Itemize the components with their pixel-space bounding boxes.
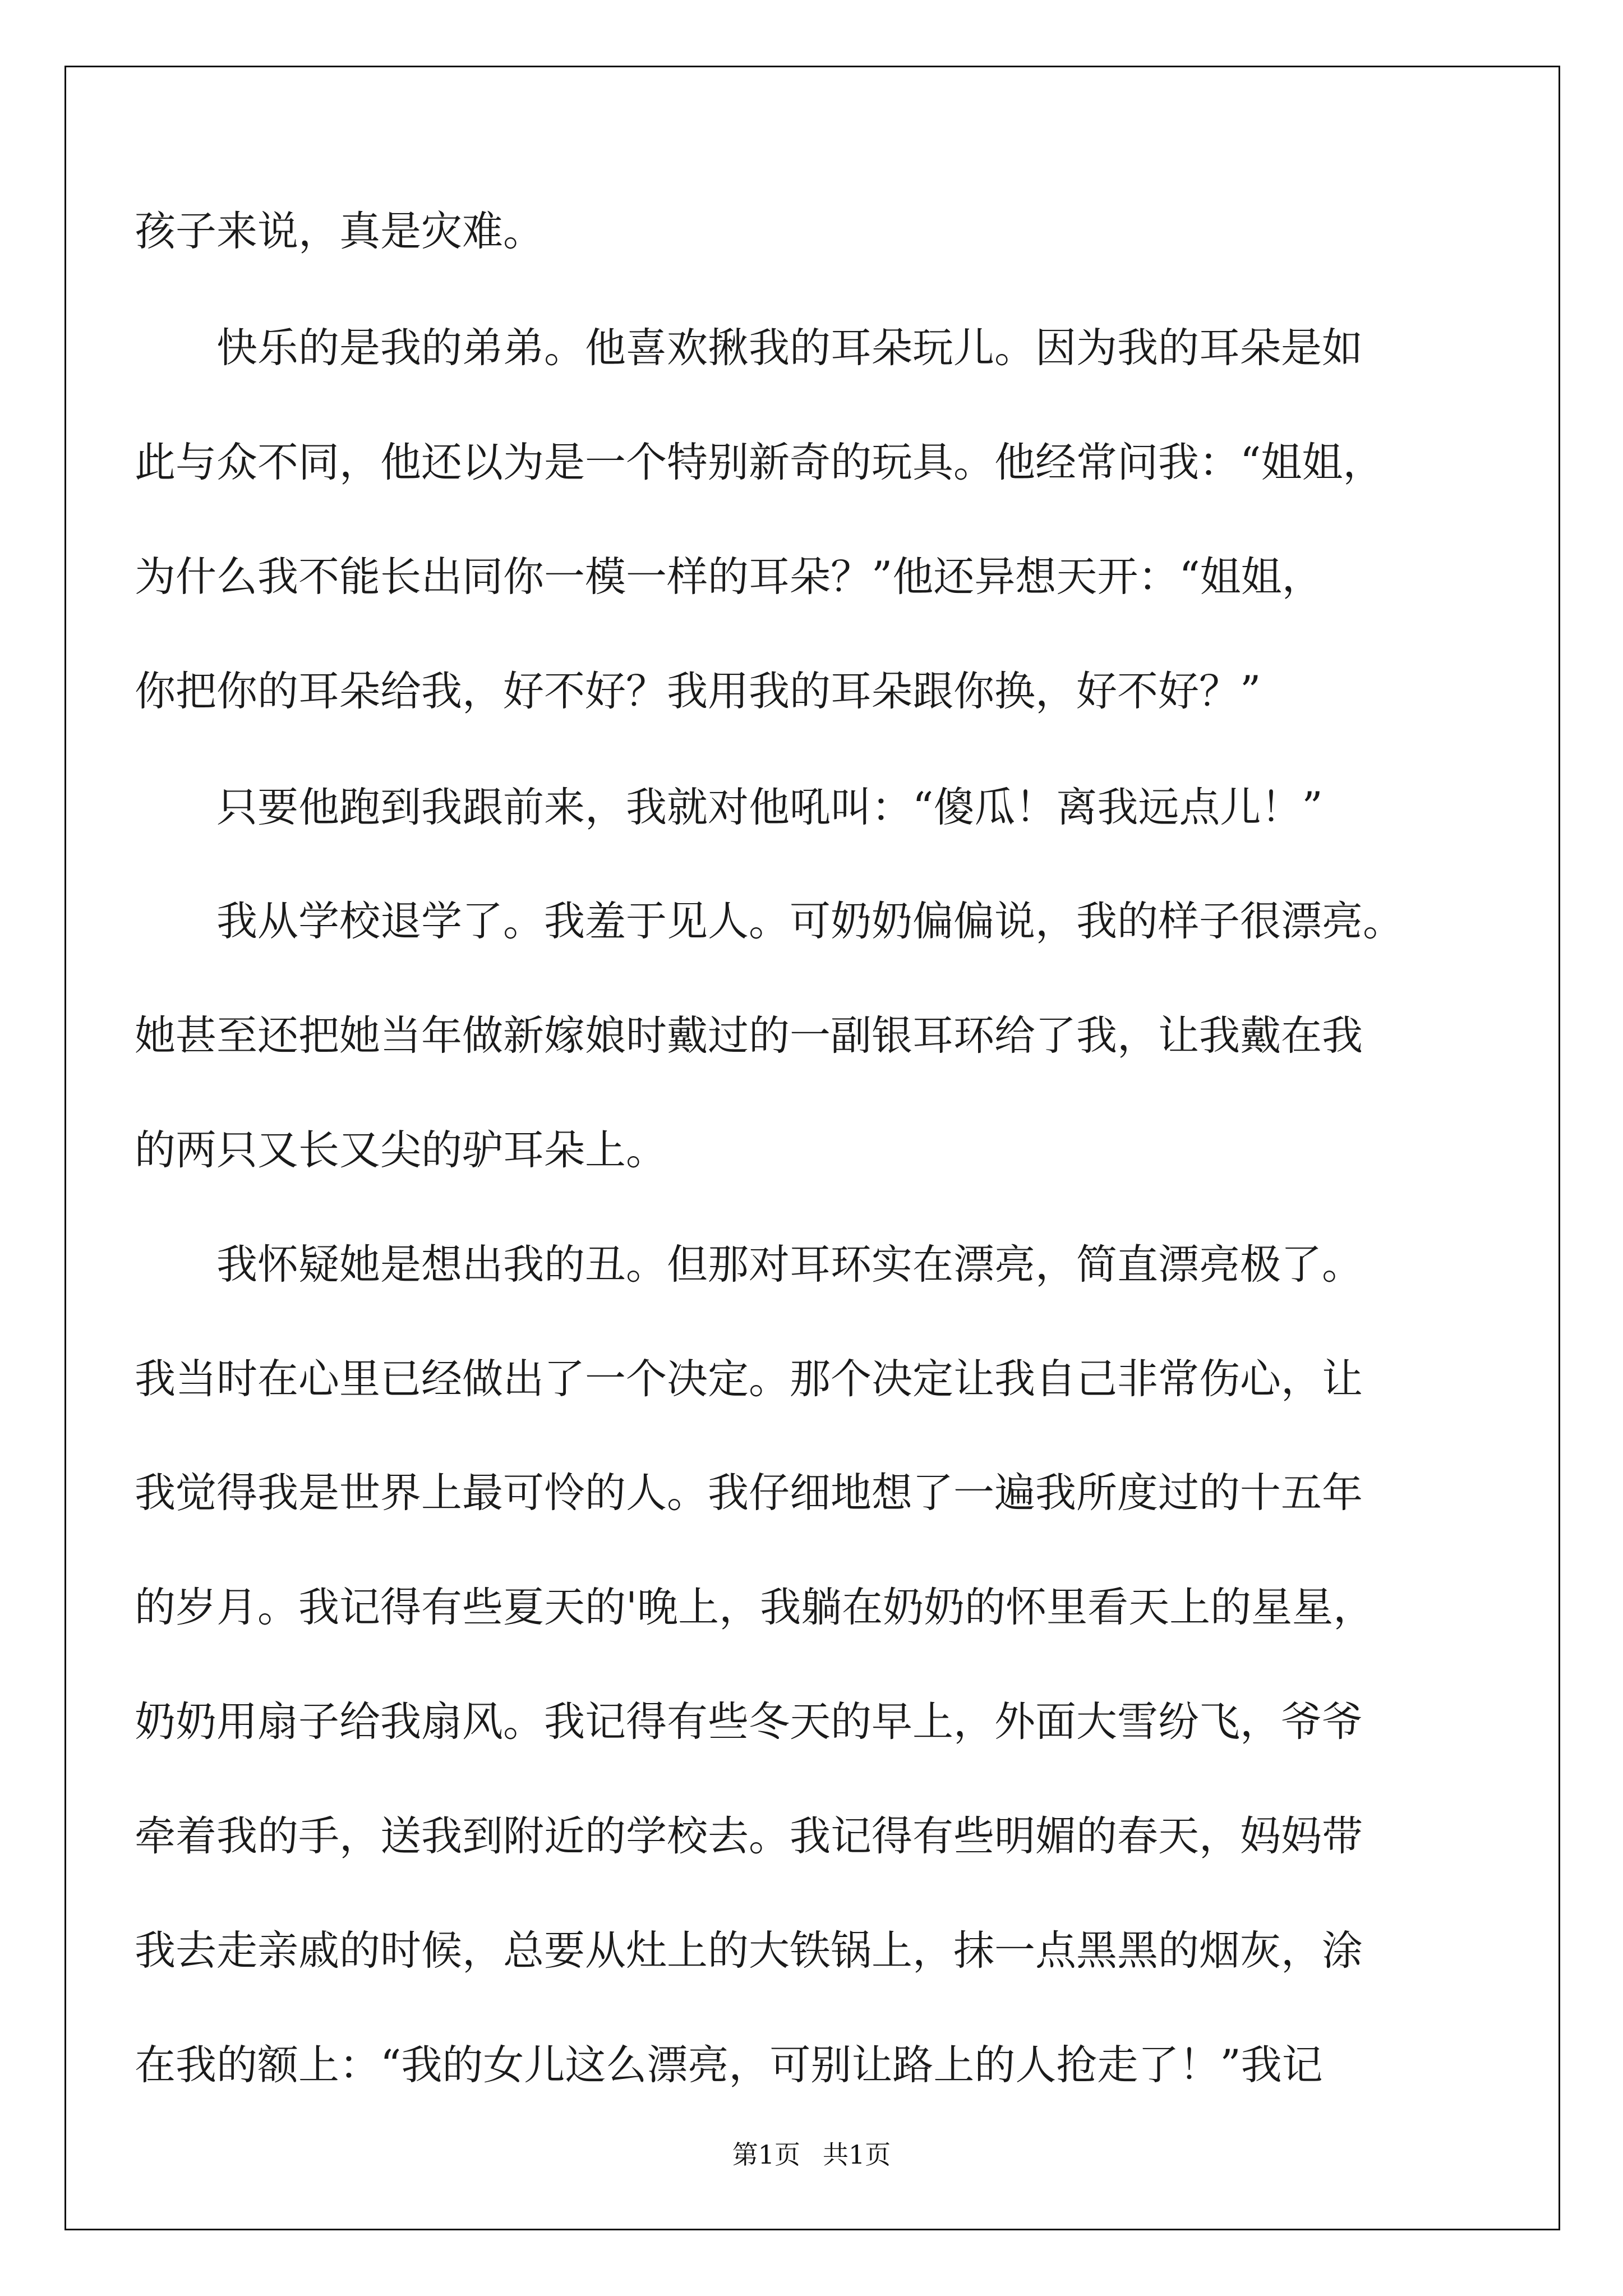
- text-line: 你把你的耳朵给我，好不好？我用我的耳朵跟你换，好不好？”: [135, 668, 1261, 715]
- text-line: 我从学校退学了。我羞于见人。可奶奶偏偏说，我的样子很漂亮。: [135, 898, 1404, 945]
- page-number: 第1页: [732, 2139, 800, 2170]
- text-line: 此与众不同，他还以为是一个特别新奇的玩具。他经常问我：“姐姐，: [135, 439, 1384, 486]
- text-line: 我当时在心里已经做出了一个决定。那个决定让我自己非常伤心，让: [135, 1355, 1363, 1403]
- text-line: 我觉得我是世界上最可怜的人。我仔细地想了一遍我所度过的十五年: [135, 1469, 1363, 1517]
- text-line: 快乐的是我的弟弟。他喜欢揪我的耳朵玩儿。因为我的耳朵是如: [135, 324, 1363, 372]
- page-footer: [0, 2134, 1623, 2171]
- text-line: 我去走亲戚的时候，总要从灶上的大铁锅上，抹一点黑黑的烟灰，涂: [135, 1927, 1363, 1975]
- text-line: 我怀疑她是想出我的丑。但那对耳环实在漂亮，简直漂亮极了。: [135, 1241, 1363, 1289]
- text-line: 奶奶用扇子给我扇风。我记得有些冬天的早上，外面大雪纷飞，爷爷: [135, 1698, 1363, 1746]
- page-total: 共1页: [823, 2139, 891, 2170]
- text-line: 只要他跑到我跟前来，我就对他吼叫：“傻瓜！离我远点儿！”: [135, 784, 1323, 831]
- text-line: 的两只又长又尖的驴耳朵上。: [135, 1126, 667, 1174]
- text-line: 的岁月。我记得有些夏天的'晚上，我躺在奶奶的怀里看天上的星星，: [135, 1584, 1375, 1631]
- text-line: 孩子来说，真是灾难。: [135, 208, 544, 255]
- text-line: 牵着我的手，送我到附近的学校去。我记得有些明媚的春天，妈妈带: [135, 1812, 1363, 1860]
- text-line: 在我的额上：“我的女儿这么漂亮，可别让路上的人抢走了！”我记: [135, 2041, 1323, 2089]
- text-line: 为什么我不能长出同你一模一样的耳朵？”他还异想天开：“姐姐，: [135, 553, 1323, 601]
- text-line: 她甚至还把她当年做新嫁娘时戴过的一副银耳环给了我，让我戴在我: [135, 1012, 1363, 1060]
